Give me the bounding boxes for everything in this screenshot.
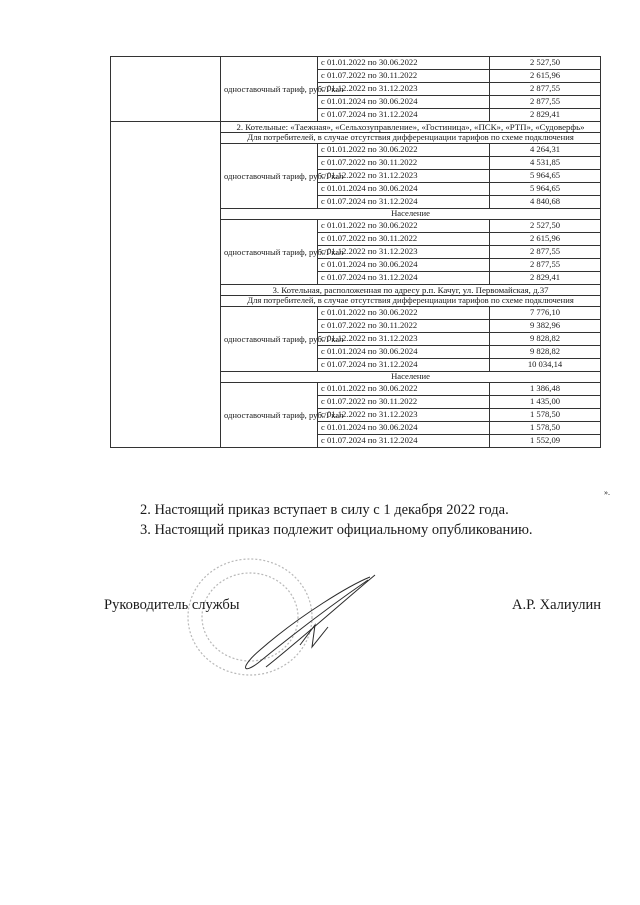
tariff-table	[110, 56, 601, 448]
value-cell: 2 877,55	[490, 245, 601, 258]
value-cell: 9 828,82	[490, 332, 601, 345]
period-cell: с 01.01.2022 по 30.06.2022	[318, 306, 490, 319]
value-cell: 2 527,50	[490, 219, 601, 232]
stamp-signature-graphic	[180, 555, 380, 690]
period-cell: с 01.12.2022 по 31.12.2023	[318, 245, 490, 258]
order-clauses	[140, 500, 533, 540]
period-cell: с 01.07.2024 по 31.12.2024	[318, 358, 490, 371]
period-cell: с 01.07.2024 по 31.12.2024	[318, 195, 490, 208]
period-cell: с 01.01.2022 по 30.06.2022	[318, 219, 490, 232]
period-cell: с 01.01.2024 по 30.06.2024	[318, 421, 490, 434]
tariff-type-cell: одноставочный тариф, руб./Гкал	[221, 143, 318, 208]
period-cell: с 01.01.2024 по 30.06.2024	[318, 345, 490, 358]
period-cell: с 01.07.2022 по 30.11.2022	[318, 319, 490, 332]
clause-publication: 3. Настоящий приказ подлежит официальному опубликованию.	[140, 522, 533, 538]
value-cell: 5 964,65	[490, 182, 601, 195]
value-cell: 10 034,14	[490, 358, 601, 371]
value-cell: 2 877,55	[490, 96, 601, 109]
value-cell: 1 386,48	[490, 382, 601, 395]
tariff-type-cell: одноставочный тариф, руб./Гкал	[221, 219, 318, 284]
value-cell: 9 382,96	[490, 319, 601, 332]
period-cell: с 01.01.2024 по 30.06.2024	[318, 258, 490, 271]
subheading: Население	[221, 208, 601, 219]
period-cell: с 01.12.2022 по 31.12.2023	[318, 332, 490, 345]
period-cell: с 01.01.2022 по 30.06.2022	[318, 382, 490, 395]
table-row	[111, 122, 601, 133]
period-cell: с 01.12.2022 по 31.12.2023	[318, 169, 490, 182]
value-cell: 2 527,50	[490, 57, 601, 70]
period-cell: с 01.01.2022 по 30.06.2022	[318, 143, 490, 156]
clause-effective-date: 2. Настоящий приказ вступает в силу с 1 декабря 2022 года.	[140, 502, 509, 518]
handwritten-signature	[246, 575, 376, 669]
table-row	[111, 57, 601, 70]
period-cell: с 01.07.2022 по 30.11.2022	[318, 232, 490, 245]
value-cell: 2 877,55	[490, 83, 601, 96]
value-cell: 2 829,41	[490, 271, 601, 284]
value-cell: 5 964,65	[490, 169, 601, 182]
value-cell: 7 776,10	[490, 306, 601, 319]
value-cell: 2 877,55	[490, 258, 601, 271]
value-cell: 2 615,96	[490, 232, 601, 245]
value-cell: 1 552,09	[490, 434, 601, 447]
period-cell: с 01.07.2024 по 31.12.2024	[318, 271, 490, 284]
period-cell: с 01.12.2022 по 31.12.2023	[318, 83, 490, 96]
stamp-seal	[188, 559, 312, 675]
period-cell: с 01.07.2022 по 30.11.2022	[318, 156, 490, 169]
value-cell: 2 829,41	[490, 109, 601, 122]
signatory-title: Руководитель службы	[104, 597, 240, 613]
period-cell: с 01.01.2022 по 30.06.2022	[318, 57, 490, 70]
tariff-type-cell: одноставочный тариф, руб./Гкал	[221, 382, 318, 447]
period-cell: с 01.01.2024 по 30.06.2024	[318, 182, 490, 195]
period-cell: с 01.07.2024 по 31.12.2024	[318, 109, 490, 122]
subheading: Для потребителей, в случае отсутствия дифференциации тарифов по схеме подключения	[221, 295, 601, 306]
signatory-name: А.Р. Халиулин	[512, 597, 601, 613]
period-cell: с 01.07.2024 по 31.12.2024	[318, 434, 490, 447]
left-blank-cell	[111, 57, 221, 122]
subheading: Для потребителей, в случае отсутствия дифференциации тарифов по схеме подключения	[221, 133, 601, 144]
left-blank-cell	[111, 122, 221, 448]
period-cell: с 01.12.2022 по 31.12.2023	[318, 408, 490, 421]
section-heading: 3. Котельная, расположенная по адресу р.п. Качуг, ул. Первомайская, д.37	[221, 284, 601, 295]
value-cell: 2 615,96	[490, 70, 601, 83]
section-heading: 2. Котельные: «Таежная», «Сельхозуправление», «Гостиница», «ПСК», «РТП», «Судоверфь»	[221, 122, 601, 133]
closing-quote: ».	[604, 488, 610, 497]
value-cell: 1 435,00	[490, 395, 601, 408]
tariff-type-cell: одноставочный тариф, руб./Гкал	[221, 57, 318, 122]
value-cell: 1 578,50	[490, 421, 601, 434]
value-cell: 4 531,85	[490, 156, 601, 169]
period-cell: с 01.07.2022 по 30.11.2022	[318, 395, 490, 408]
period-cell: с 01.07.2022 по 30.11.2022	[318, 70, 490, 83]
value-cell: 9 828,82	[490, 345, 601, 358]
subheading: Население	[221, 371, 601, 382]
value-cell: 4 264,31	[490, 143, 601, 156]
tariff-type-cell: одноставочный тариф, руб./Гкал	[221, 306, 318, 371]
value-cell: 4 840,68	[490, 195, 601, 208]
value-cell: 1 578,50	[490, 408, 601, 421]
period-cell: с 01.01.2024 по 30.06.2024	[318, 96, 490, 109]
